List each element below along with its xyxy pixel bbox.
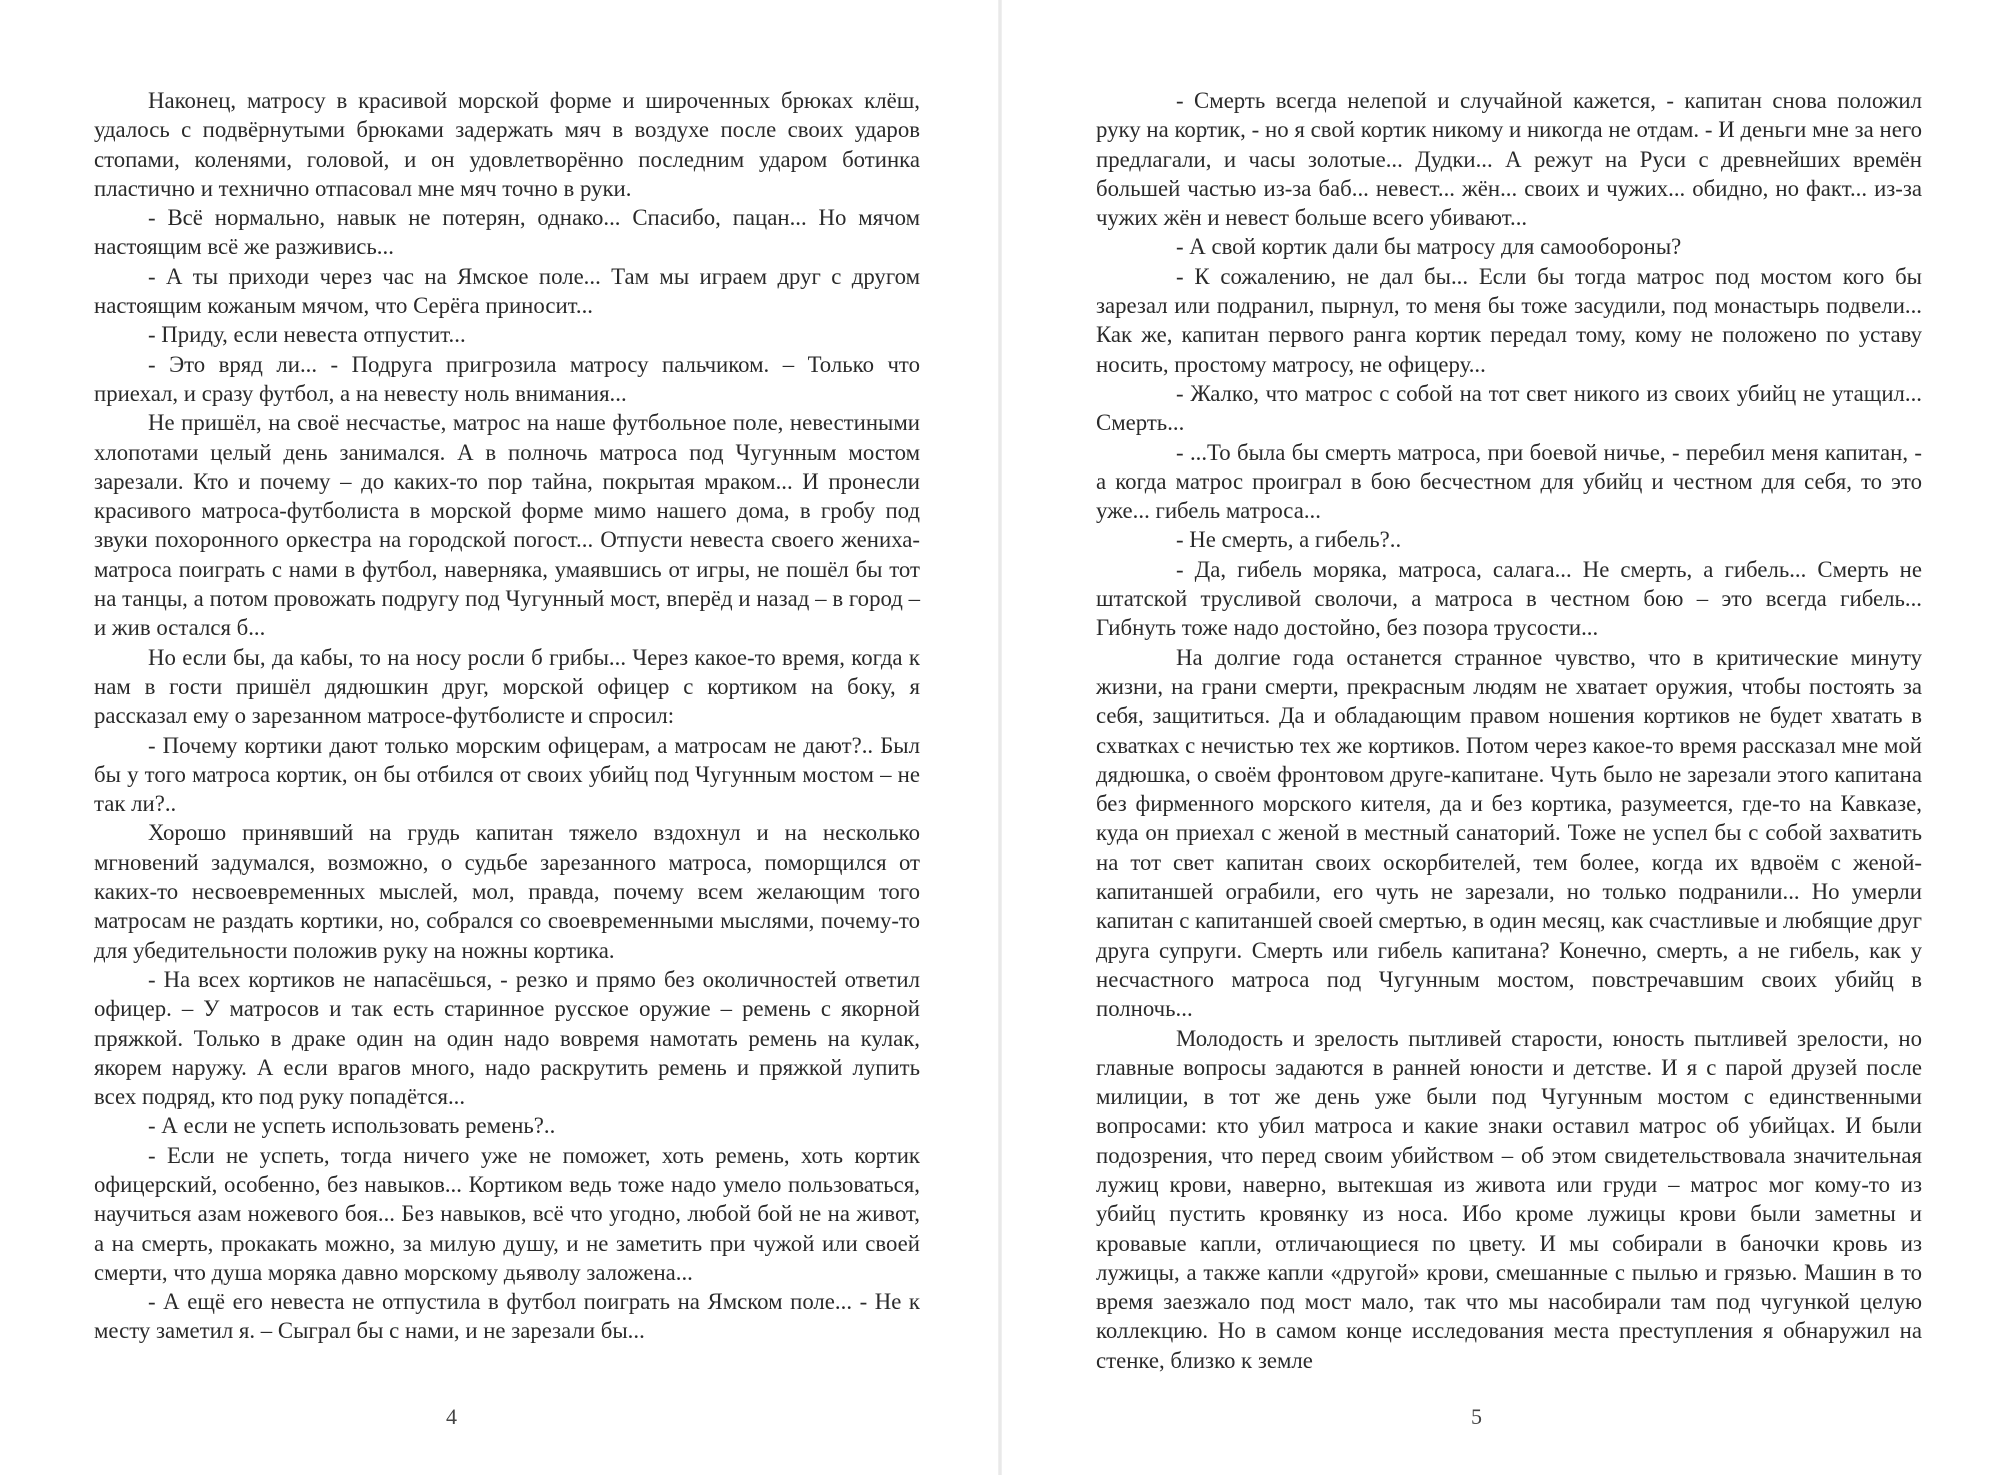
paragraph: - Если не успеть, тогда ничего уже не поможет, хоть ремень, хоть кортик офицерский, особенно, без навыков... Кортиком ведь тоже надо умело пользоваться, научиться азам ножевого боя... Без навыков, всё что угодно, любой бой не на живот, а на смерть, прокакать можно, за милую душу, и не заметить при чужой или своей смерти, что душа моряка давно морскому дьяволу заложена... xyxy=(94,1142,920,1285)
paragraph: - А ты приходи через час на Ямское поле... Там мы играем друг с другом настоящим кожаным мячом, что Серёга приносит... xyxy=(94,263,920,319)
paragraph: - Смерть всегда нелепой и случайной кажется, - капитан снова положил руку на кортик, - но я свой кортик никому и никогда не отдам. - И деньги мне за него предлагали, и часы золотые... Дудки... А режут на Руси с древнейших времён большей частью из-за баб... невест... жён... своих и чужих... обидно, но факт... из-за чужих жён и невест больше всего убивают... xyxy=(1096,88,1922,231)
paragraph: - А свой кортик дали бы матросу для самообороны? xyxy=(1176,234,1682,260)
paragraph: - А если не успеть использовать ремень?.. xyxy=(148,1113,556,1139)
paragraph: - Почему кортики дают только морским офицерам, а матросам не дают?.. Был бы у того матроса кортик, он бы отбился от своих убийц под Чугунным мостом – не так ли?.. xyxy=(94,732,920,817)
paragraph: Наконец, матросу в красивой морской форме и широченных брюках клёш, удалось с подвёрнутыми брюками задержать мяч в воздухе после своих ударов стопами, коленями, головой, и он удовлетворённо последним ударом ботинка пластично и технично отпасовал мне мяч точно в руки. xyxy=(94,88,920,201)
paragraph: Но если бы, да кабы, то на носу росли б грибы... Через какое-то время, когда к нам в гости пришёл дядюшкин друг, морской офицер с кортиком на боку, я рассказал ему о зарезанном матросе-футболисте и спросил: xyxy=(94,644,920,729)
paragraph: - К сожалению, не дал бы... Если бы тогда матрос под мостом кого бы зарезал или подранил, пырнул, то меня бы тоже засудили, под монастырь подвели... Как же, капитан первого ранга кортик передал тому, кому не положено по уставу носить, простому матросу, не офицеру... xyxy=(1096,263,1922,377)
paragraph: - Приду, если невеста отпустит... xyxy=(148,322,466,348)
paragraph: Не пришёл, на своё несчастье, матрос на наше футбольное поле, невестиными хлопотами целый день занимался. А в полночь матроса под Чугунным мостом зарезали. Кто и почему – до каких-то пор тайна, покрытая мраком... И пронесли красивого матроса-футболиста в морской форме мимо нашего дома, в гробу под звуки похоронного оркестра на городской погост... Отпусти невеста своего жениха-матроса поиграть с нами в футбол, наверняка, умаявшись от игры, не пошёл бы тот на танцы, а потом провожать подругу под Чугунный мост, вперёд и назад – в город – и жив остался б... xyxy=(94,410,920,641)
right-page xyxy=(1000,0,2000,1475)
left-page-text xyxy=(94,86,920,1346)
paragraph: - Это вряд ли... - Подруга пригрозила матросу пальчиком. – Только что приехал, и сразу футбол, а на невесту ноль внимания... xyxy=(94,351,920,406)
page-number: 5 xyxy=(1471,1404,1482,1429)
paragraph: - Всё нормально, навык не потерян, однако... Спасибо, пацан... Но мячом настоящим всё же разживись... xyxy=(94,205,920,260)
paragraph: Молодость и зрелость пытливей старости, юность пытливей зрелости, но главные вопросы задаются в ранней юности и детстве. И я с парой друзей после милиции, в тот же день уже были под Чугунным мостом с единственными вопросами: кто убил матроса и какие знаки оставил матрос об убийцах. И были подозрения, что перед своим убийством – об этом свидетельствовала значительная лужиц крови, наверно, вытекшая из живота или груди – матрос мог кому-то из убийц пустить кровянку из носа. Ибо кроме лужицы крови были заметны и кровавые капли, отличающиеся по цвету. И мы собирали в баночки кровь из лужицы, а также капли «другой» крови, смешанные с пылью и грязью. Машин в то время заезжало под мост мало, так что мы насобирали там под чугункой целую коллекцию. Но в самом конце исследования места преступления я обнаружил на стенке, близко к земле xyxy=(1096,1025,1922,1373)
paragraph: - На всех кортиков не напасёшься, - резко и прямо без околичностей ответил офицер. – У матросов и так есть старинное русское оружие – ремень с якорной пряжкой. Только в драке один на один надо вовремя намотать ремень на кулак, якорем наружу. А если врагов много, надо раскрутить ремень и пряжкой лупить всех подряд, кто под руку попадётся... xyxy=(94,966,920,1110)
paragraph: - А ещё его невеста не отпустила в футбол поиграть на Ямском поле... - Не к месту заметил я. – Сыграл бы с нами, и не зарезали бы... xyxy=(94,1289,920,1344)
paragraph: - ...То была бы смерть матроса, при боевой ничье, - перебил меня капитан, - а когда матрос проиграл в бою бесчестном для убийц и честном для себя, то это уже... гибель матроса... xyxy=(1096,439,1922,524)
paragraph: На долгие года останется странное чувство, что в критические минуту жизни, на грани смерти, прекрасным людям не хватает оружия, чтобы постоять за себя, защититься. Да и обладающим правом ношения кортиков не будет хватать в схватках с нечистью тех же кортиков. Потом через какое-то время рассказал мне мой дядюшка, о своём фронтовом друге-капитане. Чуть было не зарезали этого капитана без фирменного морского кителя, да и без кортика, разумеется, где-то на Кавказе, куда он приехал с женой в местный санаторий. Тоже не успел бы с собой захватить на тот свет капитан своих оскорбителей, тем более, когда их вдвоём с женой-капитаншей ограбили, его чуть не зарезали, но только подранили... Но умерли капитан с капитаншей своей смертью, в один месяц, как счастливые и любящие друг друга супруги. Смерть или гибель капитана? Конечно, смерть, а не гибель, как у несчастного матроса под Чугунным мостом, повстречавшим своих убийц в полночь... xyxy=(1096,644,1922,1022)
page-number: 4 xyxy=(446,1404,457,1429)
paragraph: - Не смерть, а гибель?.. xyxy=(1176,527,1402,553)
right-page-text xyxy=(1096,86,1922,1375)
paragraph: - Да, гибель моряка, матроса, салага... Не смерть, а гибель... Смерть не штатской трусливой сволочи, а матроса в честном бою – это всегда гибель... Гибнуть тоже надо достойно, без позора трусости... xyxy=(1096,556,1922,641)
paragraph: Хорошо принявший на грудь капитан тяжело вздохнул и на несколько мгновений задумался, возможно, о судьбе зарезанного матроса, поморщился от каких-то несвоевременных мыслей, мол, правда, почему всем желающим того матросам не раздать кортики, но, собрался со своевременными мыслями, почему-то для убедительности положив руку на ножны кортика. xyxy=(94,820,920,963)
paragraph: - Жалко, что матрос с собой на тот свет никого из своих убийц не утащил... Смерть... xyxy=(1096,380,1922,436)
